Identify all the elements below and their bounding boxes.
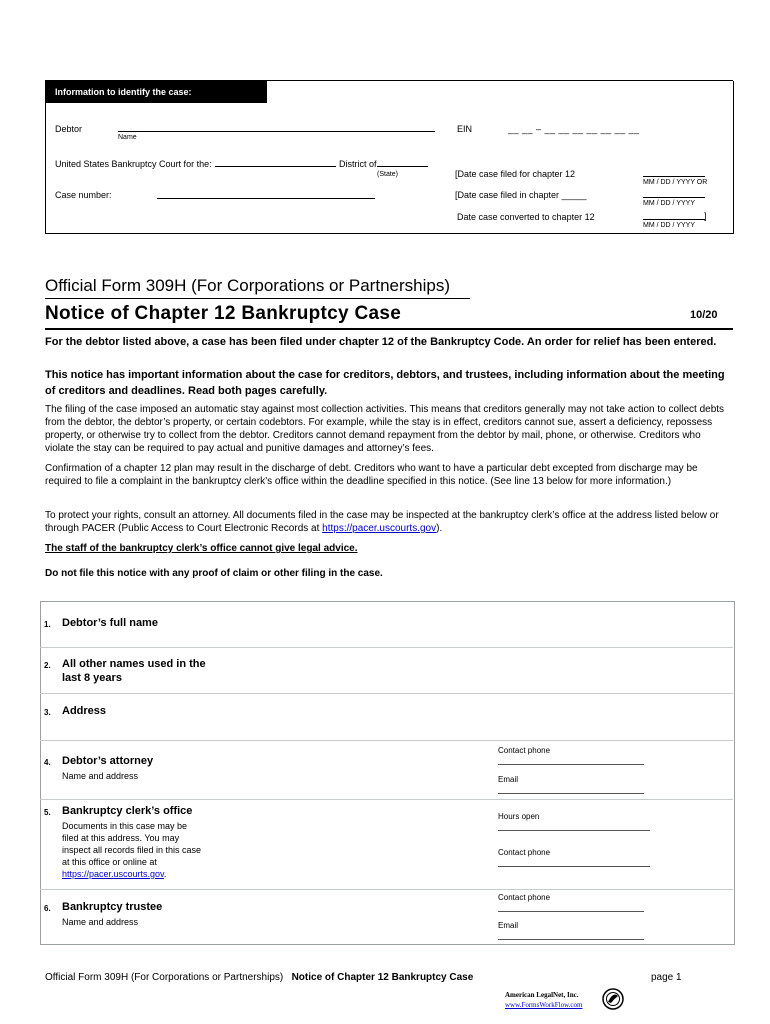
- trustee-email-field[interactable]: [498, 939, 644, 940]
- row-number: 3.: [44, 708, 51, 717]
- date-format: MM / DD / YYYY: [643, 200, 695, 207]
- page-number: page 1: [651, 972, 682, 983]
- logo-emblem-icon: [602, 987, 624, 1011]
- debtor-full-name-label: Debtor’s full name: [62, 617, 158, 629]
- ein-field[interactable]: __ __ – __ __ __ __ __ __ __: [508, 124, 640, 134]
- address-label: Address: [62, 705, 107, 717]
- footer: [45, 972, 473, 983]
- ein-label: EIN: [457, 124, 473, 134]
- footer-title: Notice of Chapter 12 Bankruptcy Case: [291, 972, 474, 983]
- american-legalnet-logo: [505, 987, 623, 1013]
- other-names-label-line1: All other names used in the: [62, 658, 206, 670]
- paragraph-protect-rights: [45, 509, 725, 535]
- case-id-box: [45, 81, 734, 234]
- clerk-contact-phone-field[interactable]: [498, 866, 650, 867]
- trustee-name-address-label: Name and address: [62, 917, 139, 927]
- clerk-link-period: .: [163, 869, 167, 879]
- court-label: United States Bankruptcy Court for the:: [55, 159, 212, 169]
- debtor-name-field[interactable]: [118, 131, 435, 132]
- trustee-contact-phone-label: Contact phone: [498, 893, 551, 902]
- row-number: 6.: [44, 904, 51, 913]
- intro-important-info: This notice has important information about the case for creditors, debtors, and trustees, including information about the meeting of creditors and deadlines. Read both pages carefully.: [45, 369, 725, 397]
- title-thick-rule: [45, 328, 733, 330]
- do-not-file-note: Do not file this notice with any proof of claim or other filing in the case.: [45, 568, 383, 579]
- paragraph-protect-rights-end: ).: [436, 523, 443, 534]
- title-rule: [45, 298, 470, 299]
- row-separator: [40, 799, 733, 800]
- court-state-field[interactable]: [215, 166, 336, 167]
- row-number: 4.: [44, 758, 51, 767]
- date-filed-chapter-label: [Date case filed in chapter _____: [455, 190, 587, 200]
- staff-note: The staff of the bankruptcy clerk’s office cannot give legal advice.: [45, 543, 358, 554]
- row-separator: [40, 647, 733, 648]
- attorney-email-field[interactable]: [498, 793, 644, 794]
- id-box-header: Information to identify the case:: [45, 81, 267, 103]
- trustee-contact-phone-field[interactable]: [498, 911, 644, 912]
- case-number-label: Case number:: [55, 190, 112, 200]
- pacer-link[interactable]: https://pacer.uscourts.gov: [322, 523, 437, 534]
- row-separator: [40, 693, 733, 694]
- state-caption: (State): [377, 171, 399, 178]
- date-filed-ch12-field[interactable]: [643, 176, 705, 177]
- form-title: Official Form 309H (For Corporations or Partnerships): [45, 276, 450, 295]
- debtor-attorney-label: Debtor’s attorney: [62, 755, 154, 767]
- clerk-office-link-line: [62, 868, 166, 880]
- case-info-table: [40, 601, 735, 945]
- clerk-office-text-4: at this office or online at: [62, 857, 157, 867]
- date-filed-chapter-field[interactable]: [643, 197, 705, 198]
- row-number: 2.: [44, 661, 51, 670]
- paragraph-protect-rights-text: To protect your rights, consult an attorney. All documents filed in the case may be inspected at the bankruptcy clerk’s office at the address listed below or through PACER (Public Access to Court Electronic Records at: [45, 510, 719, 534]
- logo-company-name: American LegalNet, Inc.: [505, 991, 579, 999]
- main-title: Notice of Chapter 12 Bankruptcy Case: [45, 303, 402, 324]
- date-filed-ch12-label: [Date case filed for chapter 12: [455, 169, 576, 179]
- hours-open-label: Hours open: [498, 812, 540, 821]
- hours-open-field[interactable]: [498, 830, 650, 831]
- date-converted-label: Date case converted to chapter 12: [457, 212, 595, 222]
- name-caption: Name: [118, 134, 137, 141]
- district-label: District of: [339, 159, 377, 169]
- trustee-email-label: Email: [498, 921, 519, 930]
- attorney-email-label: Email: [498, 775, 519, 784]
- clerk-office-text-3: inspect all records filed in this case: [62, 845, 202, 855]
- row-separator: [40, 889, 733, 890]
- footer-form-name: Official Form 309H (For Corporations or Partnerships): [45, 972, 284, 983]
- debtor-label: Debtor: [55, 124, 83, 134]
- row-number: 1.: [44, 620, 51, 629]
- intro-order-for-relief: For the debtor listed above, a case has been filed under chapter 12 of the Bankruptcy Code. An order for relief has been entered.: [45, 336, 717, 348]
- clerk-pacer-link[interactable]: https://pacer.uscourts.gov: [62, 869, 164, 879]
- case-number-field[interactable]: [157, 198, 375, 199]
- clerk-office-text-2: filed at this address. You may: [62, 833, 180, 843]
- logo-url[interactable]: www.FormsWorkFlow.com: [505, 1001, 583, 1009]
- attorney-contact-phone-field[interactable]: [498, 764, 644, 765]
- clerk-office-label: Bankruptcy clerk’s office: [62, 805, 193, 817]
- bracket-end: ]: [704, 211, 707, 221]
- other-names-label-line2: last 8 years: [62, 672, 122, 684]
- date-format-end: MM / DD / YYYY: [643, 222, 695, 229]
- district-field[interactable]: [377, 166, 428, 167]
- attorney-contact-phone-label: Contact phone: [498, 746, 551, 755]
- paragraph-automatic-stay: The filing of the case imposed an automatic stay against most collection activities. This means that creditors generally may not take action to collect debts from the debtor, the debtor’s property, or certain codebtors. For example, while the stay is in effect, creditors cannot sue, assert a deficiency, repossess property, or otherwise try to collect from the debtor. Creditors cannot demand repayment from the debtor by mail, phone, or otherwise. Creditors who violate the stay can be required to pay actual and punitive damages and attorney’s fees.: [45, 404, 725, 454]
- attorney-name-address-label: Name and address: [62, 771, 139, 781]
- date-format-or: MM / DD / YYYY OR: [643, 179, 708, 186]
- clerk-contact-phone-label: Contact phone: [498, 848, 551, 857]
- date-converted-field[interactable]: [643, 219, 705, 220]
- bankruptcy-trustee-label: Bankruptcy trustee: [62, 901, 163, 913]
- row-number: 5.: [44, 808, 51, 817]
- row-separator: [40, 740, 733, 741]
- clerk-office-text-1: Documents in this case may be: [62, 821, 188, 831]
- form-version: 10/20: [690, 309, 718, 321]
- paragraph-confirmation: Confirmation of a chapter 12 plan may result in the discharge of debt. Creditors who want to have a particular debt excepted from discharge may be required to file a complaint in the bankruptcy clerk’s office within the deadline specified in this notice. (See line 13 below for more information.): [45, 463, 698, 487]
